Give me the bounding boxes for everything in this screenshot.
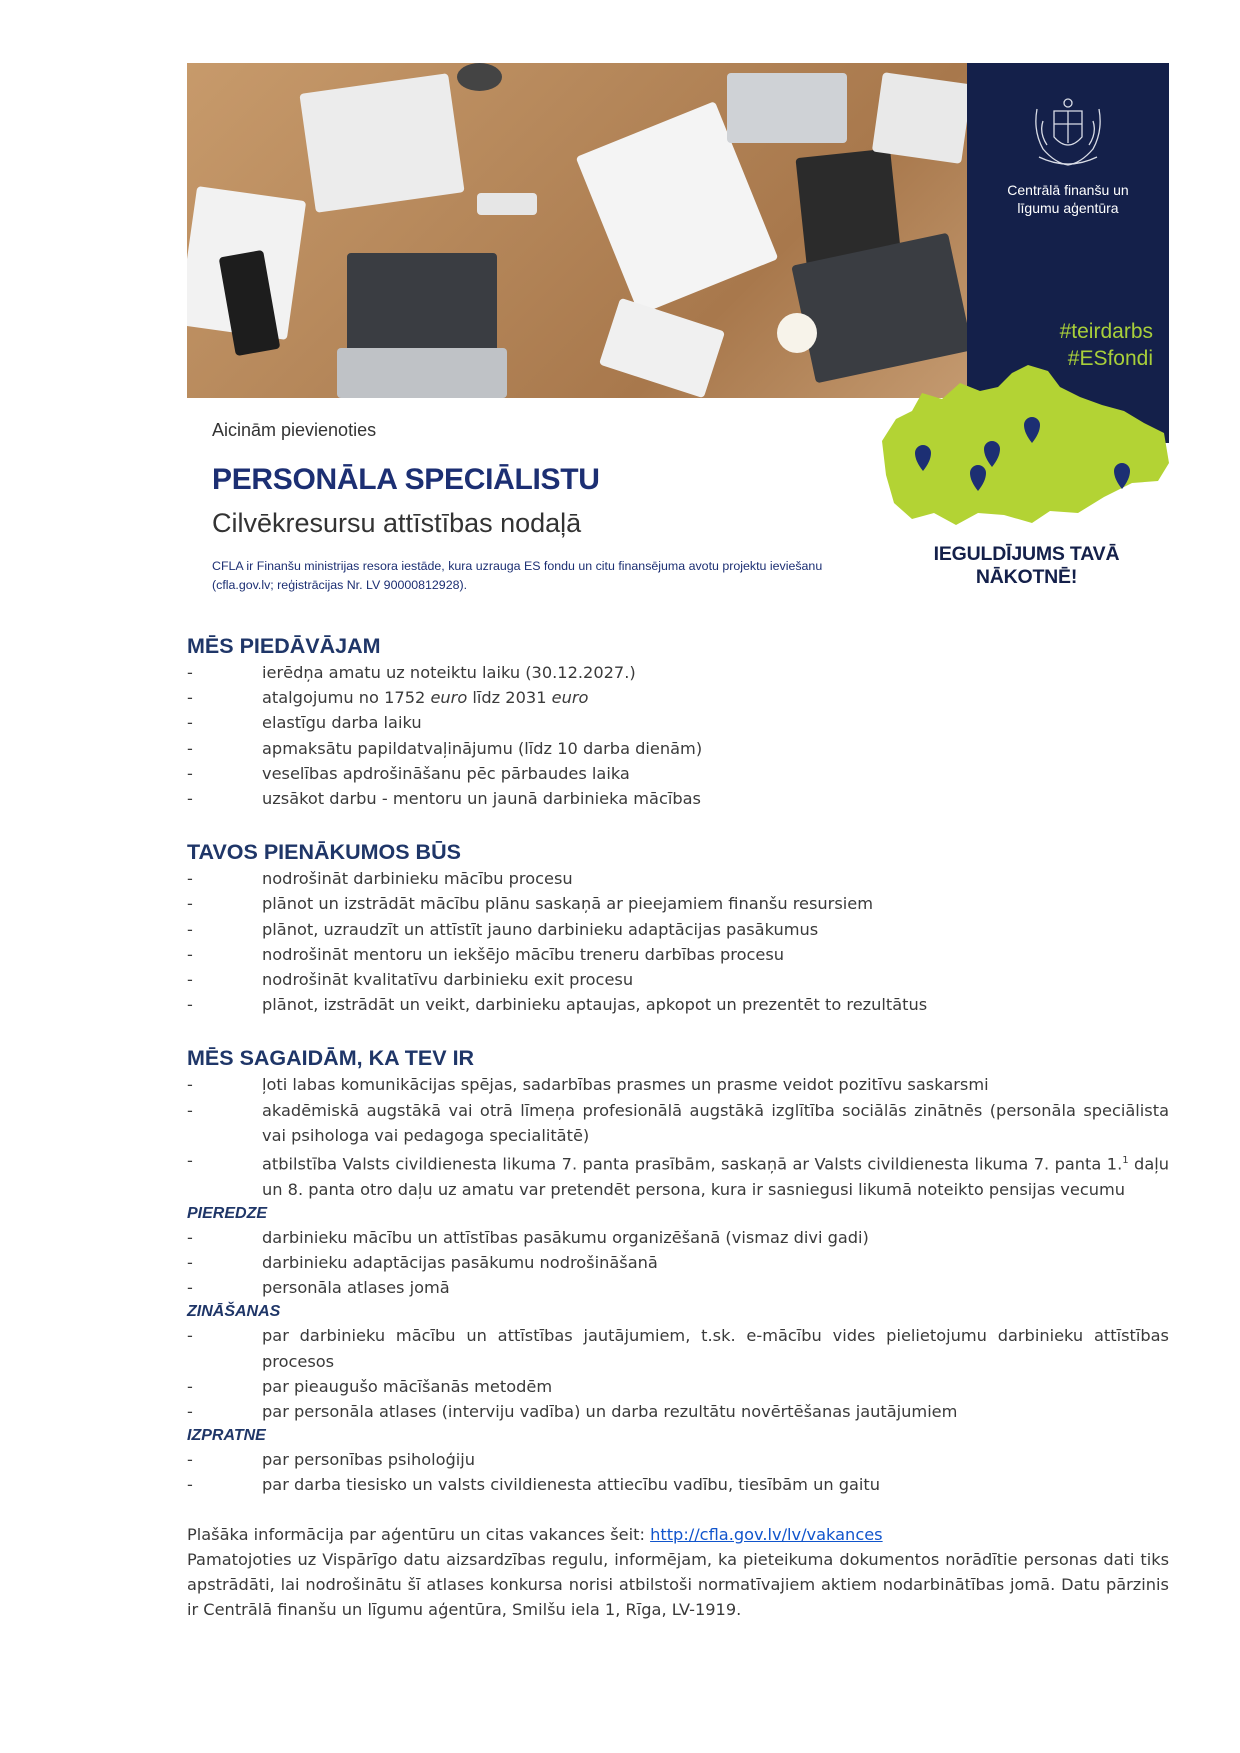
latvia-map-icon [882, 363, 1169, 543]
organization-description: CFLA ir Finanšu ministrijas resora iestāde, kura uzrauga ES fondu un citu finansējuma avotu projektu ieviešanu (cfla.gov.lv; reģistrācijas Nr. LV 90000812928). [212, 559, 823, 592]
list-item: - nodrošināt darbinieku mācību procesu [187, 869, 573, 889]
list-item: - par pieaugušo mācīšanās metodēm [187, 1376, 553, 1396]
list-item: - plānot, uzraudzīt un attīstīt jauno darbinieku adaptācijas pasākumus [187, 919, 819, 939]
gdpr-notice: Pamatojoties uz Vispārīgo datu aizsardzības regulu, informējam, ka pieteikuma dokumentos norādītie personas dati tiks apstrādāti, lai nodrošinātu šī atlases konkursa norisi atbilstoši normatīvajiem aktiem nodarbinātības jomā. Datu pārzinis ir Centrālā finanšu un līgumu aģentūra, Smilšu iela 1, Rīga, LV-1919. [187, 1549, 1169, 1620]
list-item: - ļoti labas komunikācijas spējas, sadarbības prasmes un prasme veidot pozitīvu saskarsmi [187, 1075, 989, 1095]
list-item: - elastīgu darba laiku [187, 713, 422, 733]
list-item: - nodrošināt mentoru un iekšējo mācību treneru darbības procesu [187, 944, 785, 964]
list-item: - par personāla atlases (interviju vadība) un darba rezultātu novērtēšanas jautājumiem [187, 1402, 958, 1422]
requirements-title: MĒS SAGAIDĀM, KA TEV IR [187, 1046, 475, 1071]
experience-list [187, 1225, 1169, 1301]
list-item: - par darbinieku mācību un attīstības jautājumiem, t.sk. e-mācību vides pielietojumu darbinieku attīstības procesos [187, 1326, 1169, 1371]
list-item: - veselības apdrošināšanu pēc pārbaudes laika [187, 763, 630, 783]
list-item: - plānot un izstrādāt mācību plānu saskaņā ar pieejamiem finanšu resursiem [187, 894, 873, 914]
hashtag-esfondi: #ESfondi [1067, 347, 1153, 370]
list-item: - nodrošināt kvalitatīvu darbinieku exit procesu [187, 970, 634, 990]
understanding-list [187, 1447, 1169, 1497]
list-item: - apmaksātu papildatvaļinājumu (līdz 10 darba dienām) [187, 738, 703, 758]
slogan: IEGULDĪJUMS TAVĀ NĀKOTNĒ! [933, 543, 1120, 588]
knowledge-list [187, 1323, 1169, 1424]
office-desk-photo [187, 63, 967, 398]
coat-of-arms-icon [1029, 91, 1107, 173]
offer-title: MĒS PIEDĀVĀJAM [187, 634, 381, 658]
knowledge-title: ZINĀŠANAS [187, 1303, 281, 1321]
list-item: - akadēmiskā augstākā vai otrā līmeņa profesionālā augstākā izglītība sociālās zinātnēs (personāla speciālista vai psihologa vai pedagoga specialitātē) [187, 1100, 1169, 1145]
list-item: - darbinieku mācību un attīstības pasākumu organizēšanā (vismaz divi gadi) [187, 1227, 869, 1247]
list-item: - par personības psiholoģiju [187, 1450, 476, 1470]
understanding-title: IZPRATNE [187, 1427, 266, 1445]
experience-title: PIEREDZE [187, 1204, 268, 1222]
list-item: - darbinieku adaptācijas pasākumu nodrošināšanā [187, 1253, 658, 1273]
position-title: PERSONĀLA SPECIĀLISTU [212, 463, 600, 496]
list-item: - par darba tiesisko un valsts civildienesta attiecību vadību, tiesībām un gaitu [187, 1475, 881, 1495]
department-title: Cilvēkresursu attīstības nodaļā [212, 508, 582, 538]
vacancy-content [187, 632, 1169, 1622]
list-item: - personāla atlases jomā [187, 1278, 450, 1298]
organization-name: Centrālā finanšu un līgumu aģentūra [1007, 182, 1129, 216]
requirements-list [187, 1072, 1169, 1201]
list-item-salary: - atalgojumu no 1752 euro līdz 2031 euro [187, 688, 589, 708]
duties-title: TAVOS PIENĀKUMOS BŪS [187, 840, 461, 865]
header-banner [187, 63, 1169, 603]
offer-list [187, 660, 1169, 811]
list-item: - plānot, izstrādāt un veikt, darbinieku aptaujas, apkopot un prezentēt to rezultātus [187, 995, 928, 1015]
list-item-law: - atbilstība Valsts civildienesta likuma 7. panta prasībām, saskaņā ar Valsts civildienesta likuma 7. panta 1.$^1$ daļu un 8. panta otro daļu uz amatu var pretendēt persona, kura ir sasniegusi likumā noteikto pensijas vecumu [187, 1151, 1169, 1199]
vacancies-link[interactable]: http://cfla.gov.lv/lv/vakances [650, 1524, 883, 1544]
invite-text: Aicinām pievienoties [212, 420, 377, 440]
more-info: Plašāka informācija par aģentūru un citas vakances šeit: http://cfla.gov.lv/lv/vakances [187, 1524, 883, 1544]
list-item: - uzsākot darbu - mentoru un jaunā darbinieka mācības [187, 789, 701, 809]
list-item: - ierēdņa amatu uz noteiktu laiku (30.12.2027.) [187, 663, 636, 682]
duties-list [187, 866, 1169, 1017]
hashtag-teirdarbs: #teirdarbs [1059, 320, 1153, 343]
